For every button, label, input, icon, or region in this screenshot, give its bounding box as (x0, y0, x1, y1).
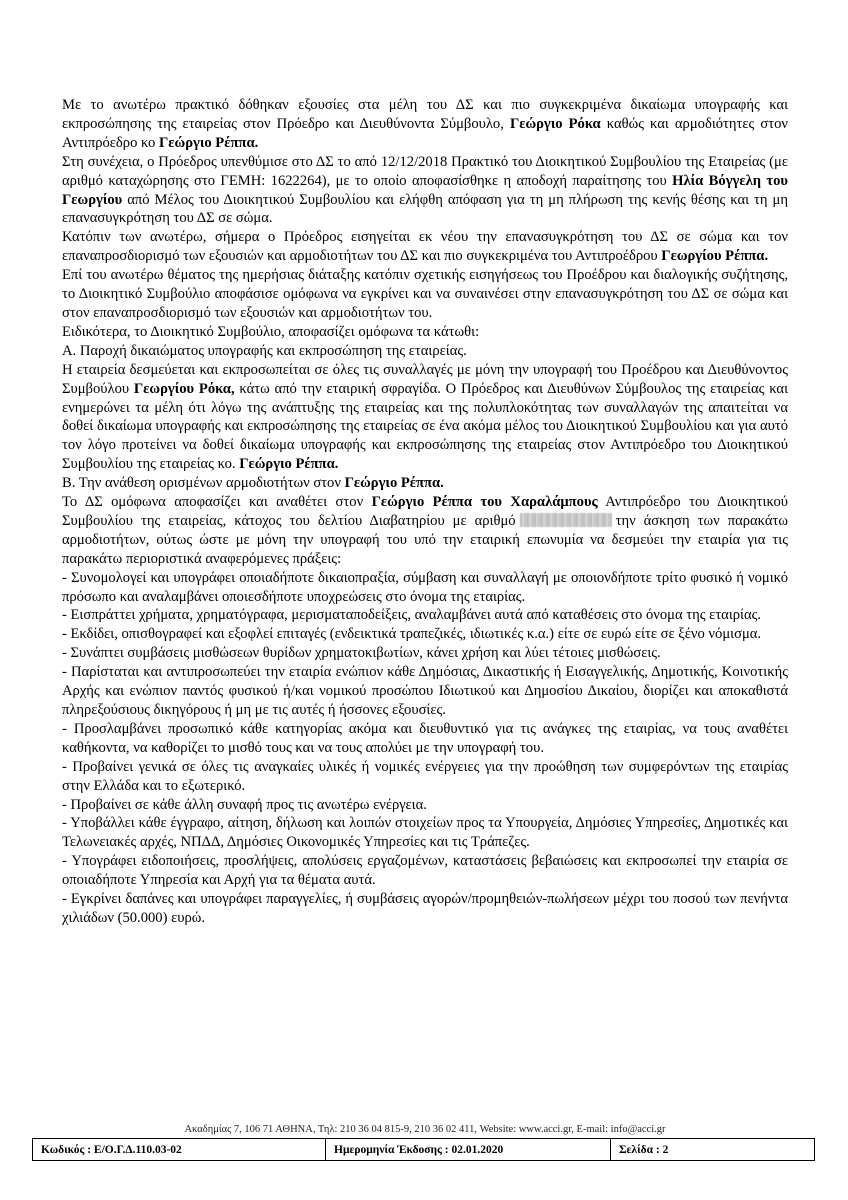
paragraph (62, 228, 788, 266)
paragraph (62, 796, 788, 815)
text-run: - Προβαίνει σε κάθε άλλη συναφή προς τις ανωτέρω ενέργεια. (62, 796, 427, 813)
text-run: Με το ανωτέρω πρακτικό δόθηκαν εξουσίες στα μέλη του ΔΣ και πιο συγκεκριμένα δικαίωμα υπογραφής και εκπροσώπησης της εταιρείας στον Πρόεδρο και Διευθύνοντα Σύμβουλο, (62, 97, 788, 132)
paragraph (62, 852, 788, 890)
bold-text: Γεώργιο Ρέππα. (344, 475, 444, 492)
bold-text: Γεώργιο Ρέππα. (159, 134, 259, 151)
paragraph (62, 606, 788, 625)
text-run: Η εταιρεία δεσμεύεται και εκπροσωπείται σε όλες τις συναλλαγές με μόνη την υπογραφή του Προέδρου και Διευθύνοντος Συμβούλου (62, 361, 788, 397)
bold-text: Ηλία Βόγγελη του Γεωργίου (62, 172, 788, 208)
paragraph (62, 663, 788, 720)
text-run: - Υποβάλλει κάθε έγγραφο, αίτηση, δήλωση και λοιπών στοιχείων προς τα Υπουργεία, Δημόσιες Υπηρεσίες, Δημοτικές και Τελωνειακές αρχές, ΝΠΔΔ, Δημόσιες Οικονομικές Υπηρεσίες και τις Τράπεζες. (62, 815, 788, 851)
bold-text: Γεωργίου Ρόκα, (133, 380, 235, 397)
text-run: - Προσλαμβάνει προσωπικό κάθε κατηγορίας ακόμα και διευθυντικό για τις ανάγκες της εταιρίας, να τους αναθέτει καθήκοντα, να καθορίζει το μισθό τους και να τους απολύει με την υπογραφή του. (62, 720, 788, 756)
document-body (62, 96, 788, 928)
footer-code: Κωδικός : Ε/Ο.Γ.Δ.110.03-02 (33, 1139, 326, 1160)
text-run: καθώς και αρμοδιότητες στον Αντιπρόεδρο κο (62, 115, 788, 151)
paragraph (62, 323, 788, 342)
text-run: - Εκδίδει, οπισθογραφεί και εξοφλεί επιταγές (ενδεικτικά τραπεζικές, ιδιωτικές κ.α.) είτε σε ευρώ είτε σε ξένο νόμισμα. (62, 626, 762, 643)
text-run: Α. Παροχή δικαιώματος υπογραφής και εκπροσώπηση της εταιρείας. (62, 342, 467, 359)
text-run: - Εγκρίνει δαπάνες και υπογράφει παραγγελίες, ή συμβάσεις αγορών/προμηθειών-πωλήσεων μέχρι του ποσού των πενήντα χιλιάδων (50.000) ευρώ. (62, 891, 788, 926)
text-run: κάτω από την εταιρική σφραγίδα. Ο Πρόεδρος και Διευθύνων Σύμβουλος της εταιρείας και ενημερώνει τα μέλη ότι λόγω της ανάπτυξης της εταιρείας και της πολυπλοκότητας των συναλλαγών της απαιτείται να δοθεί δικαίωμα υπογραφής και εκπροσώπησης της εταιρείας σε ένα ακόμα μέλος του Διοικητικού Συμβουλίου και για αυτό τον λόγο προτείνει να δοθεί δικαίωμα υπογραφής και εκπροσώπησης της εταιρείας στον Αντιπρόεδρο του Διοικητικού Συμβουλίου της εταιρείας κο. (62, 380, 788, 473)
paragraph (62, 890, 788, 928)
text-run: - Υπογράφει ειδοποιήσεις, προσλήψεις, απολύσεις εργαζομένων, καταστάσεις βεβαιώσεις και εκπροσωπεί την εταιρία σε οποιαδήποτε Υπηρεσία και Αρχή για τα θέματα αυτά. (62, 853, 788, 889)
redacted-passport-number (520, 513, 612, 527)
address-line: Ακαδημίας 7, 106 71 ΑΘΗΝΑ, Τηλ: 210 36 04 815-9, 210 36 02 411, Website: www.acci.gr, E-mail: info@acci.gr (184, 1124, 666, 1135)
paragraph (62, 96, 788, 153)
text-run: Αντιπρόεδρο του Διοικητικού Συμβουλίου της εταιρείας, κάτοχος του δελτίου Διαβατηρίου με αριθμό (62, 494, 788, 529)
text-run: - Συνάπτει συμβάσεις μισθώσεων θυρίδων χρηματοκιβωτίων, κάνει χρήση και λύει τέτοιες μισθώσεις. (62, 645, 661, 662)
bold-text: Γεώργιο Ρέππα. (239, 456, 339, 473)
paragraph (62, 644, 788, 663)
bold-text: Γεωργίου Ρέππα. (661, 248, 769, 265)
bold-text: Γεώργιο Ρόκα (509, 115, 601, 132)
paragraph (62, 474, 788, 493)
text-run: - Εισπράττει χρήματα, χρηματόγραφα, μερισματαποδείξεις, αναλαμβάνει αυτά από καταθέσεις στο όνομα της εταιρίας. (62, 607, 762, 624)
paragraph (62, 153, 788, 229)
text-run: Ειδικότερα, το Διοικητικό Συμβούλιο, αποφασίζει ομόφωνα τα κάτωθι: (62, 323, 480, 340)
paragraph (62, 361, 788, 474)
text-run: από Μέλος του Διοικητικού Συμβουλίου και ελήφθη απόφαση για τη μη πλήρωση της κενής θέσης και τη μη επανασυγκρότηση του ΔΣ σε σώμα. (62, 191, 788, 227)
paragraph (62, 625, 788, 644)
bold-text: Γεώργιο Ρέππα του Χαραλάμπους (371, 494, 598, 511)
text-run: την άσκηση των παρακάτω αρμοδιοτήτων, ούτως ώστε με μόνη την υπογραφή του υπό την εταιρική επωνυμία να δεσμεύει την εταιρία για τις παρακάτω περιοριστικά αναφερόμενες πράξεις: (62, 512, 788, 567)
text-run: Το ΔΣ ομόφωνα αποφασίζει και αναθέτει στον (62, 494, 372, 511)
paragraph (62, 493, 788, 569)
footer-issue-date: Ημερομηνία Έκδοσης : 02.01.2020 (326, 1139, 611, 1160)
text-run: Στη συνέχεια, ο Πρόεδρος υπενθύμισε στο ΔΣ το από 12/12/2018 Πρακτικό του Διοικητικού Συμβουλίου της Εταιρείας (με αριθμό καταχώρησης στο ΓΕΜΗ: 1622264), με το οποίο αποφασίσθηκε η αποδοχή παραίτησης του (62, 153, 788, 189)
text-run: - Παρίσταται και αντιπροσωπεύει την εταιρία ενώπιον κάθε Δημόσιας, Δικαστικής ή Εισαγγελικής, Δημοτικής, Κοινοτικής Αρχής και ενώπιον παντός φυσικού ή/και νομικού προσώπου Ιδιωτικού και Δημοσίου Δικαίου, διορίζει και αποκαθιστά πληρεξούσιους δικηγόρους ή μη με τις αυτές ή ήσσονες εξουσίες. (62, 664, 788, 718)
text-run: - Προβαίνει γενικά σε όλες τις αναγκαίες υλικές ή νομικές ενέργειες για την προώθηση των συμφερόντων της εταιρίας στην Ελλάδα και το εξωτερικό. (62, 758, 788, 794)
text-run: - Συνομολογεί και υπογράφει οποιαδήποτε δικαιοπραξία, σύμβαση και συναλλαγή με οποιονδήποτε τρίτο φυσικό ή νομικό πρόσωπο και αναλαμβάνει οποιεσδήποτε υποχρεώσεις στο όνομα της εταιρίας. (62, 569, 788, 605)
footer-table (32, 1138, 815, 1161)
text-run: Β. Την ανάθεση ορισμένων αρμοδιοτήτων στον (62, 475, 345, 492)
paragraph (62, 720, 788, 758)
footer-page-number: Σελίδα : 2 (619, 1143, 669, 1156)
text-run: Κατόπιν των ανωτέρω, σήμερα ο Πρόεδρος εισηγείται εκ νέου την επανασυγκρότηση του ΔΣ σε σώμα και τον επαναπροσδιορισμό των εξουσιών και αρμοδιοτήτων του ΔΣ και πιο συγκεκριμένα του Αντιπροέδρου (62, 229, 788, 265)
paragraph (62, 758, 788, 796)
paragraph (62, 342, 788, 361)
text-run: Επί του ανωτέρω θέματος της ημερήσιας διάταξης κατόπιν σχετικής εισηγήσεως του Προέδρου και διαλογικής συζήτησης, το Διοικητικό Συμβούλιο αποφάσισε ομόφωνα να εγκρίνει και να συναινέσει στην επανασυγκρότηση του ΔΣ σε σώμα και στον επαναπροσδιορισμό των εξουσιών και αρμοδιοτήτων του. (62, 267, 788, 321)
paragraph (62, 814, 788, 852)
paragraph (62, 569, 788, 607)
paragraph (62, 266, 788, 323)
